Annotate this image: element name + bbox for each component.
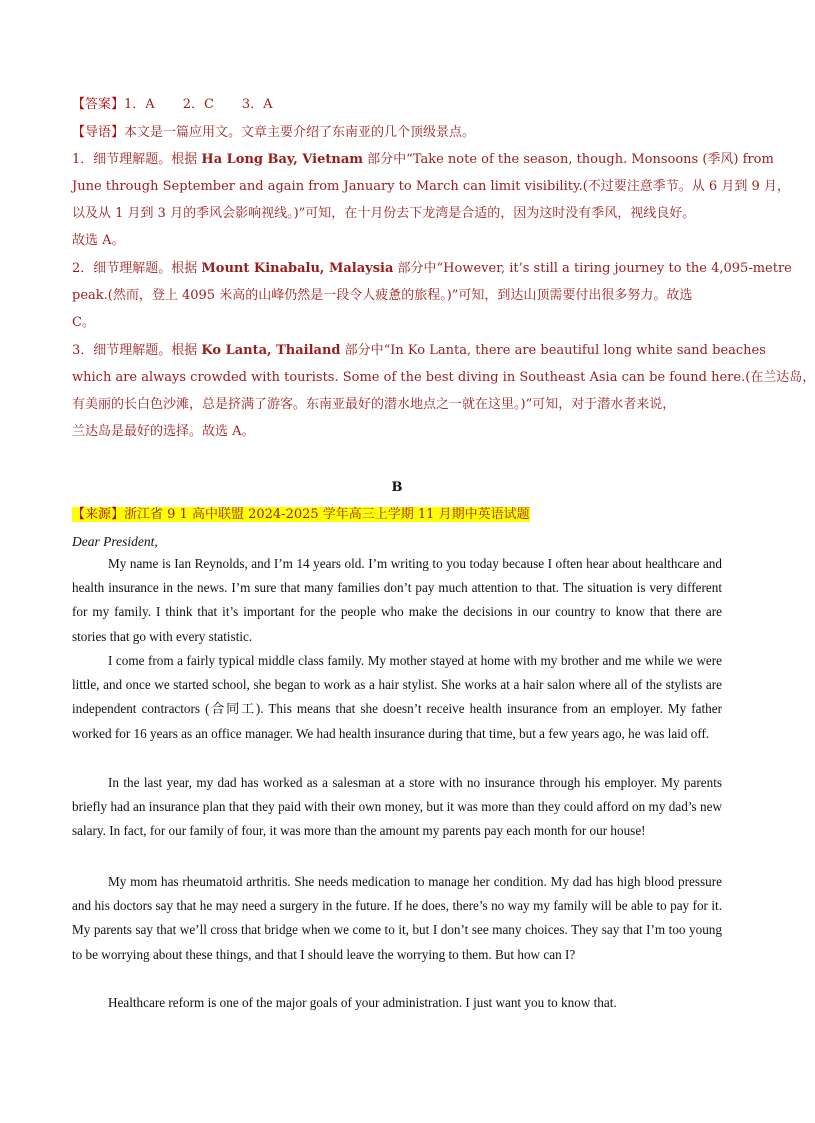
answer-item-3: 3．A: [241, 97, 273, 112]
explanation-1-line-3: 以及从 1 月到 3 月的季风会影响视线。)”可知，在十月份去下龙湾是合适的，因为这时没有季风，视线良好。: [72, 206, 696, 221]
explanation-2-line-3: C。: [72, 315, 95, 330]
letter-paragraph-1: My name is Ian Reynolds, and I’m 14 years old. I’m writing to you today because I often hear about healthcare and health insurance in the news. I’m sure that many families don’t pay much attention to that. The situation is very different for my family. I think that it’s important for the people who make the decisions in our country to know that there are stories that go with every statistic.: [72, 556, 722, 644]
source-text: 浙江省 9 1 高中联盟 2024-2025 学年高三上学期 11 月期中英语试题: [124, 507, 530, 522]
guide-label: 【导语】: [72, 125, 125, 140]
explanation-3-line-2: which are always crowded with tourists. Some of the best diving in Southeast Asia can be found here.(在兰达岛，: [72, 370, 815, 385]
guide-line: [72, 124, 732, 142]
explanation-1-line-2: June through September and again from January to March can limit visibility.(不过要注意季节。从 6 月到 9 月，: [72, 179, 790, 194]
keyword-ha-long-bay: Ha Long Bay, Vietnam: [201, 152, 363, 167]
answer-label: 【答案】: [72, 97, 125, 112]
letter-salutation: Dear President,: [72, 534, 158, 549]
letter-paragraph-2: I come from a fairly typical middle class family. My mother stayed at home with my brother and me while we were little, and once we started school, she began to work as a hair stylist. She works at a hair salon where all of the stylists are independent contractors (合同工). This means that she doesn’t receive health insurance from an employer. My father worked for 16 years as an office manager. We had health insurance during that time, but a few years ago, he was laid off.: [72, 653, 722, 741]
keyword-ko-lanta: Ko Lanta, Thailand: [201, 343, 341, 358]
explanation-3-line-1: 3．细节理解题。根据 Ko Lanta, Thailand 部分中“In Ko Lanta, there are beautiful long white sand beaches: [72, 343, 766, 358]
letter-paragraph-3: In the last year, my dad has worked as a salesman at a store with no insurance through his employer. My parents briefly had an insurance plan that they paid with their own money, but it was more than they could afford on my dad’s new salary. In fact, for our family of four, it was more than the amount my parents pay each month for our house!: [72, 775, 722, 839]
letter-paragraph-4: My mom has rheumatoid arthritis. She needs medication to manage her condition. My dad has high blood pressure and his doctors say that he may need a surgery in the future. If he does, there’s no way my family will be able to pay for it. My parents say that we’ll cross that bridge when we come to it, but I don’t see many choices. They say that I’m too young to be worrying about these things, and that I should leave the worrying to them. But how can I?: [72, 874, 722, 962]
explanation-2-line-1: 2．细节理解题。根据 Mount Kinabalu, Malaysia 部分中“However, it’s still a tiring journey to the 4,095-metre: [72, 261, 792, 276]
answer-item-1: 1．A: [124, 97, 155, 112]
answer-line: [72, 96, 732, 114]
source-line: [72, 506, 732, 524]
section-letter: B: [391, 480, 403, 495]
keyword-mount-kinabalu: Mount Kinabalu, Malaysia: [201, 261, 394, 276]
explanation-2-line-2: peak.(然而，登上 4095 米高的山峰仍然是一段令人疲惫的旅程。)”可知，到达山顶需要付出很多努力。故选: [72, 288, 693, 303]
source-label: 【来源】: [72, 507, 125, 522]
guide-text: 本文是一篇应用文。文章主要介绍了东南亚的几个顶级景点。: [124, 125, 476, 140]
explanation-1-line-4: 故选 A。: [72, 233, 125, 248]
letter-paragraph-5: Healthcare reform is one of the major goals of your administration. I just want you to know that.: [108, 995, 617, 1010]
answer-item-2: 2．C: [182, 97, 214, 112]
explanation-1-line-1: 1．细节理解题。根据 Ha Long Bay, Vietnam 部分中“Take note of the season, though. Monsoons (季风) from: [72, 152, 774, 167]
explanation-3-line-3: 有美丽的长白色沙滩，总是挤满了游客。东南亚最好的潜水地点之一就在这里。)”可知，对于潜水者来说，: [72, 397, 676, 412]
explanation-3-line-4: 兰达岛是最好的选择。故选 A。: [72, 424, 255, 439]
